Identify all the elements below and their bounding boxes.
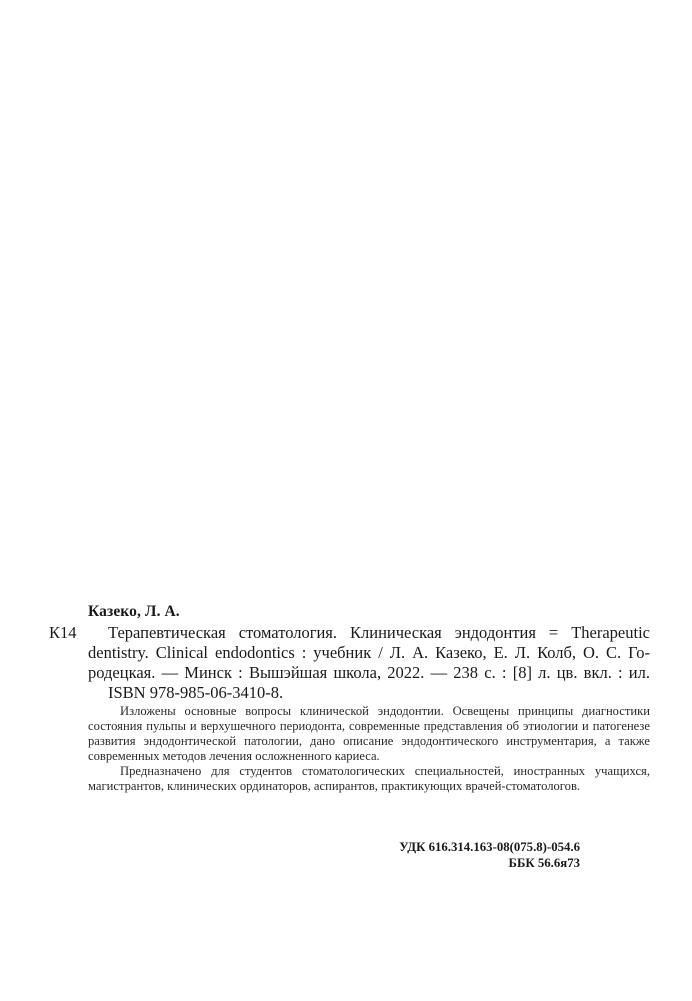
abstract-paragraph: Изложены основные вопросы клинической эндодонтии. Освещены принципы диагностики состояния пульпы и верхушечного периодонта, современные представления об этиологии и патогенезе развития эндодонтической патологии, дано описание эндодонтического инструментария, а также современных методов лечения осложненного кариеса. xyxy=(88,704,650,763)
bbk-code: ББК 56.6я73 xyxy=(508,856,580,870)
biblio-line-isbn: ISBN 978-985-06-3410-8. xyxy=(108,683,284,702)
biblio-line-title: Терапевтическая стоматология. Клиническая эндодонтия = Therapeutic xyxy=(108,623,650,642)
library-index-code: К14 xyxy=(49,623,77,642)
audience-paragraph: Предназначено для студентов стоматологических специальностей, иностранных учащихся, магистрантов, клинических ординаторов, аспирантов, практикующих врачей-стоматологов. xyxy=(88,764,650,793)
biblio-line-authors: dentistry. Clinical endodontics : учебник / Л. А. Казеко, Е. Л. Колб, О. С. Го- xyxy=(88,643,650,662)
bibliographic-record xyxy=(88,623,650,703)
classification-codes xyxy=(300,839,580,871)
abstract xyxy=(88,704,650,794)
udk-code: УДК 616.314.163-08(075.8)-054.6 xyxy=(399,840,580,854)
author-heading: Казеко, Л. А. xyxy=(88,603,180,620)
biblio-line-publisher: родецкая. — Минск : Вышэйшая школа, 2022. — 238 с. : [8] л. цв. вкл. : ил. xyxy=(88,663,650,682)
